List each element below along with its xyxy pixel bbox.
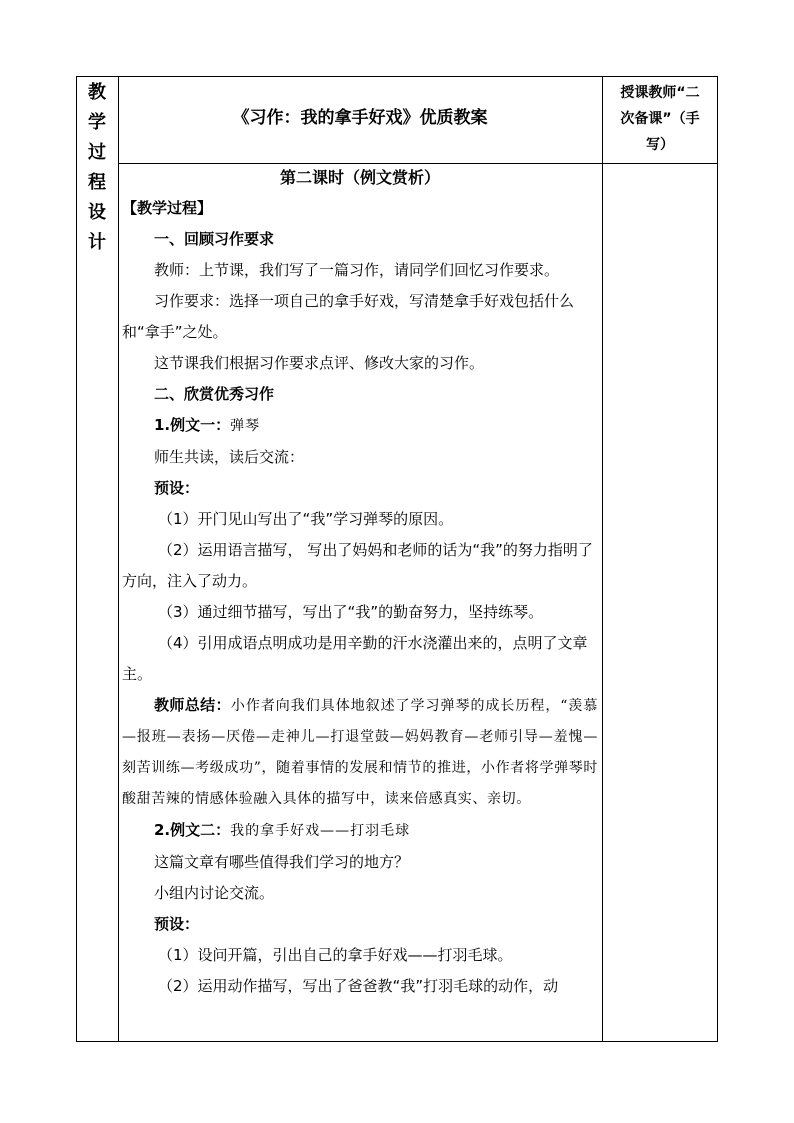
teacher-summary — [122, 690, 598, 815]
side-label-char: 设 — [88, 202, 106, 223]
example-label: 1.例文一： — [154, 416, 231, 434]
paragraph: 小组内讨论交流。 — [154, 884, 275, 902]
document-title: 《习作：我的拿手好戏》优质教案 — [232, 108, 488, 128]
teacher-column-line: 次备课”（手 — [620, 111, 700, 127]
summary-label: 教师总结： — [154, 696, 231, 714]
side-label-char: 程 — [88, 172, 106, 193]
teacher-column-header — [602, 80, 718, 158]
section-heading: 一、回顾习作要求 — [154, 230, 275, 248]
example-heading — [122, 410, 598, 442]
preset-point: （3）通过细节描写，写出了“我”的勤奋努力，坚持练琴。 — [158, 603, 544, 621]
side-label-char: 学 — [88, 112, 106, 133]
summary-text: 小作者向我们具体地叙述了学习弹琴的成长历程，“羡慕—报班—表扬—厌倦—走神儿—打退堂鼓—妈妈教育—老师引导—羞愧—刻苦训练—考级成功”，随着事情的发展和情节的推进，小作者将学弹琴时酸甜苦辣的情感体验融入具体的描写中，读来倍感真实、亲切。 — [122, 698, 598, 807]
preset-label: 预设： — [154, 479, 200, 497]
teacher-column-line: 写） — [646, 137, 674, 153]
teacher-column-divider — [602, 76, 603, 1042]
preset-point: （4）引用成语点明成功是用辛勤的汗水浇灌出来的，点明了文章主。 — [122, 634, 588, 683]
table-top-border — [76, 76, 718, 77]
preset-point: （2）运用语言描写， 写出了妈妈和老师的话为“我”的努力指明了方向，注入了动力。 — [122, 541, 593, 590]
paragraph: 习作要求：选择一项自己的拿手好戏，写清楚拿手好戏包括什么和“拿手”之处。 — [122, 292, 575, 341]
table-right-border — [717, 76, 718, 1042]
label-column-divider — [118, 76, 119, 1042]
section-heading: 二、欣赏优秀习作 — [154, 385, 275, 403]
teacher-column-line: 授课教师“二 — [620, 85, 700, 101]
side-label-char: 过 — [88, 142, 106, 163]
example-heading — [122, 815, 598, 847]
lesson-content — [122, 162, 598, 1002]
lesson-heading: 第二课时（例文赏析） — [279, 168, 440, 187]
example-title: 我的拿手好戏——打羽毛球 — [230, 823, 411, 839]
paragraph: 这节课我们根据习作要求点评、修改大家的习作。 — [154, 354, 485, 372]
preset-label: 预设： — [154, 915, 200, 933]
example-label: 2.例文二： — [154, 821, 231, 839]
paragraph: 这篇文章有哪些值得我们学习的地方？ — [154, 853, 410, 871]
side-label-char: 教 — [88, 82, 106, 103]
table-bottom-border — [76, 1041, 718, 1042]
paragraph: 教师：上节课，我们写了一篇习作，请同学们回忆习作要求。 — [154, 261, 560, 279]
side-label-char: 计 — [88, 232, 106, 253]
preset-point: （1）开门见山写出了“我”学习弹琴的原因。 — [158, 510, 454, 528]
process-heading: 【教学过程】 — [122, 199, 213, 217]
example-title: 弹琴 — [230, 418, 261, 434]
preset-point: （2）运用动作描写，写出了爸爸教“我”打羽毛球的动作，动 — [158, 977, 559, 995]
side-label-teaching-design — [76, 78, 118, 258]
preset-point: （1）设问开篇，引出自己的拿手好戏——打羽毛球。 — [158, 946, 513, 964]
paragraph: 师生共读，读后交流： — [154, 448, 305, 466]
